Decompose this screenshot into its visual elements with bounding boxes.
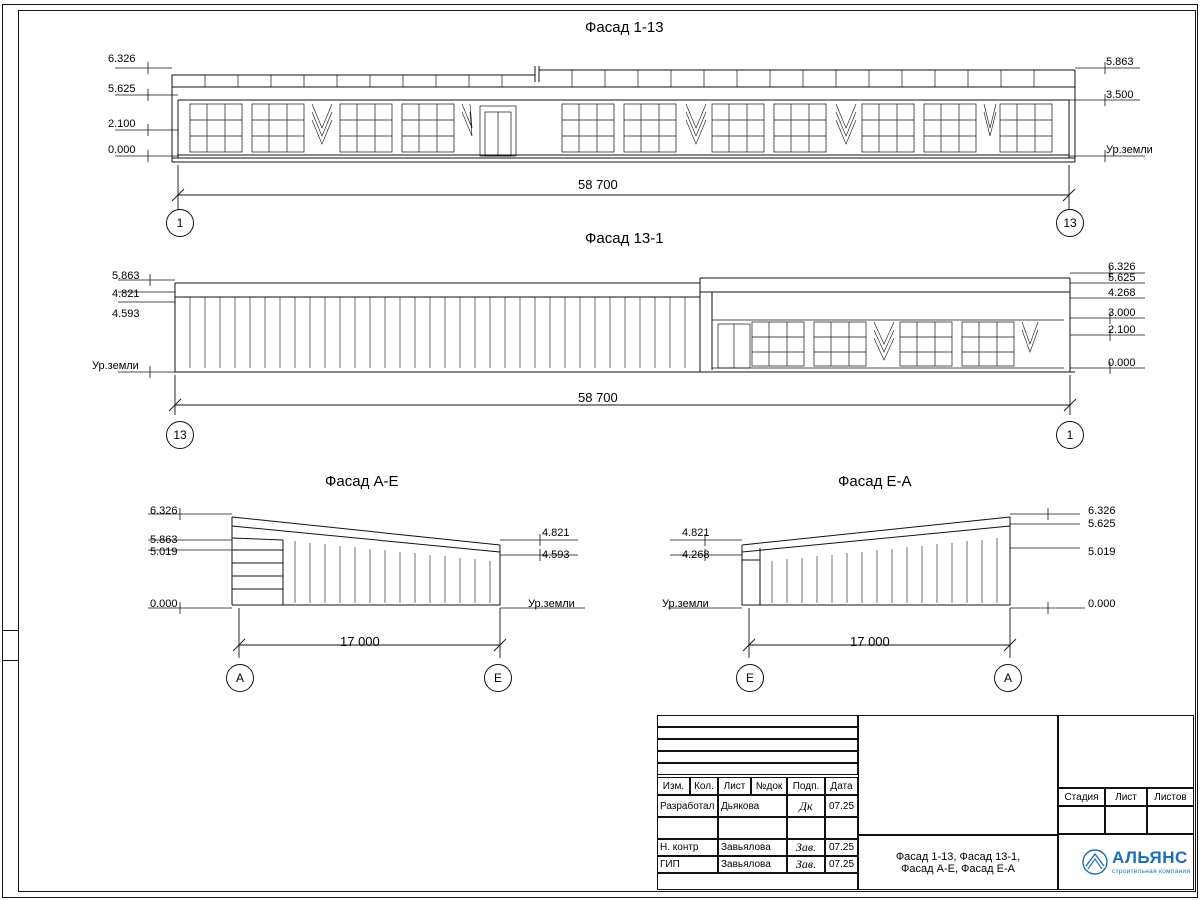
level-label: 5.863: [112, 270, 140, 282]
level-label: 5.625: [1108, 272, 1136, 284]
tb-blank-row: [657, 727, 858, 739]
tb-signature: Зав.: [787, 839, 825, 856]
level-label: 4.593: [112, 308, 140, 320]
tb-blank-row: [657, 763, 858, 775]
tb-header-podp: Подп.: [787, 777, 825, 795]
tb-header-izm: Изм.: [657, 777, 690, 795]
level-label: Ур.земли: [1106, 144, 1153, 156]
axis-bubble-1: 1: [1056, 421, 1084, 449]
tb-role: Разработал: [657, 795, 718, 817]
level-label: 5.863: [1106, 56, 1134, 68]
tb-signature: Дк: [787, 795, 825, 817]
overall-dimension: 58 700: [578, 177, 618, 192]
tb-sheet-name-line2: Фасад А-Е, Фасад Е-А: [901, 862, 1015, 875]
level-label: 4.268: [1108, 287, 1136, 299]
level-label: 5.863: [150, 534, 178, 546]
level-label: 4.821: [682, 527, 710, 539]
tb-blank-row: [657, 873, 858, 890]
tb-value-listov: [1147, 806, 1194, 834]
tb-blank-row: [657, 715, 858, 727]
tb-header-data: Дата: [825, 777, 858, 795]
axis-bubble-13: 13: [166, 421, 194, 449]
tb-name: Завьялова: [718, 839, 787, 856]
axis-bubble-13: 13: [1056, 209, 1084, 237]
level-label: 4.593: [542, 549, 570, 561]
tb-name: Завьялова: [718, 856, 787, 873]
tb-date: 07.25: [825, 839, 858, 856]
view-title-e-a: Фасад Е-А: [838, 473, 912, 490]
level-label: 0.000: [108, 144, 136, 156]
tb-date: 07.25: [825, 856, 858, 873]
axis-bubble-a: А: [226, 664, 254, 692]
overall-dimension: 58 700: [578, 390, 618, 405]
level-label: 6.326: [150, 505, 178, 517]
tb-header-list: Лист: [1105, 788, 1147, 806]
overall-dimension: 17 000: [340, 634, 380, 649]
tb-name: [718, 817, 787, 839]
level-label: 6.326: [1108, 261, 1136, 273]
level-label: 0.000: [1088, 598, 1116, 610]
company-name: АЛЬЯНС: [1112, 848, 1188, 867]
level-label: Ур.земли: [92, 360, 139, 372]
level-label: 2.100: [1108, 324, 1136, 336]
view-title-13-1: Фасад 13-1: [585, 230, 664, 247]
tb-header-listov: Листов: [1147, 788, 1194, 806]
tb-name: Дьякова: [718, 795, 787, 817]
level-label: 3.500: [1106, 89, 1134, 101]
level-label: 6.326: [108, 53, 136, 65]
tb-blank-row: [657, 751, 858, 763]
company-logo: [1082, 848, 1190, 875]
tb-header-ndok: №док: [751, 777, 787, 795]
level-label: 2.100: [108, 118, 136, 130]
level-label: Ур.земли: [662, 598, 709, 610]
level-label: 3.000: [1108, 307, 1136, 319]
tb-blank-row: [657, 739, 858, 751]
view-title-1-13: Фасад 1-13: [585, 19, 664, 36]
tb-role: [657, 817, 718, 839]
tb-value-list: [1105, 806, 1147, 834]
tb-value-stadia: [1058, 806, 1105, 834]
tb-header-stadia: Стадия: [1058, 788, 1105, 806]
axis-bubble-1: 1: [166, 209, 194, 237]
tb-sheet-name: [858, 835, 1058, 890]
axis-bubble-e: Е: [484, 664, 512, 692]
level-label: 4.268: [682, 549, 710, 561]
axis-bubble-a: А: [994, 664, 1022, 692]
overall-dimension: 17 000: [850, 634, 890, 649]
level-label: 0.000: [150, 598, 178, 610]
level-label: 0.000: [1108, 357, 1136, 369]
level-label: 5.625: [108, 83, 136, 95]
level-label: Ур.земли: [528, 598, 575, 610]
tb-date: 07.25: [825, 795, 858, 817]
tb-role: Н. контр: [657, 839, 718, 856]
axis-bubble-e: Е: [736, 664, 764, 692]
tb-signature: Зав.: [787, 856, 825, 873]
tb-sheet-name-line1: Фасад 1-13, Фасад 13-1,: [895, 850, 1021, 863]
tb-header-list: Лист: [718, 777, 751, 795]
level-label: 4.821: [542, 527, 570, 539]
tb-signature: [787, 817, 825, 839]
level-label: 5.019: [1088, 546, 1116, 558]
tb-role: ГИП: [657, 856, 718, 873]
tb-sheet-name-empty: [858, 715, 1058, 835]
level-label: 5.019: [150, 546, 178, 558]
tb-header-kol: Кол.: [690, 777, 718, 795]
level-label: 5.625: [1088, 518, 1116, 530]
level-label: 4.821: [112, 288, 140, 300]
tb-right-empty: [1058, 715, 1194, 788]
tb-date: [825, 817, 858, 839]
view-title-a-e: Фасад А-Е: [325, 473, 399, 490]
company-tagline: строительная компания: [1112, 868, 1191, 875]
level-label: 6.326: [1088, 505, 1116, 517]
alliance-logo-icon: [1082, 849, 1108, 875]
